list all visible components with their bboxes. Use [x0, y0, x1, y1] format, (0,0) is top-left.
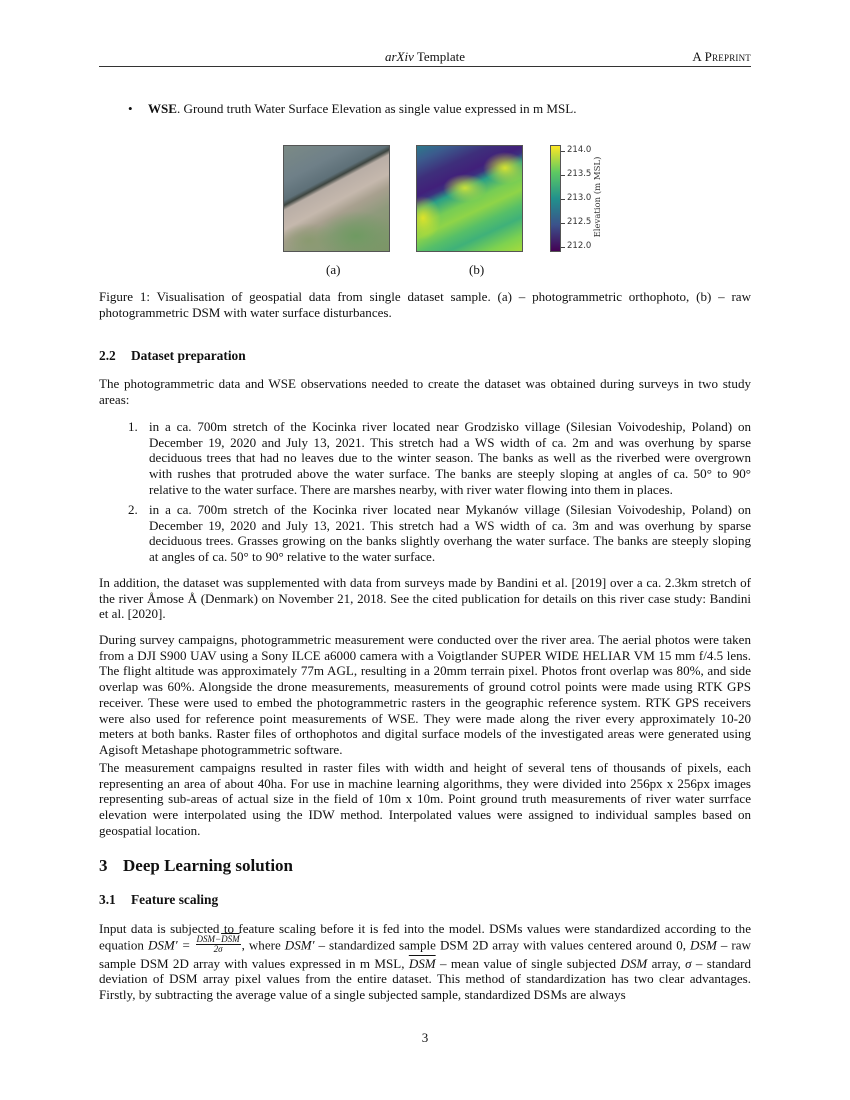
colorbar-tick	[561, 151, 565, 152]
colorbar-tick	[561, 247, 565, 248]
study-area-list-item	[128, 502, 751, 565]
bullet-marker: •	[128, 101, 133, 116]
running-header-preprint: A Preprint	[692, 49, 751, 64]
header-rule	[99, 66, 751, 67]
page-number: 3	[421, 1030, 429, 1045]
list-number: 1.	[128, 419, 138, 434]
colorbar-tick	[561, 223, 565, 224]
bullet-text: . Ground truth Water Surface Elevation as single value expressed in m MSL.	[177, 101, 577, 116]
math-symbol: $\overline{DSM}$	[408, 955, 436, 971]
equation-fraction	[196, 935, 241, 954]
section-2-2-heading	[99, 348, 246, 364]
colorbar-tick-label: 212.5	[567, 217, 592, 227]
campaigns-paragraph: The measurement campaigns resulted in raster files with width and height of several tens of thousands of pixels, each representing an area of about 40ha. For use in machine learning algorithms, they were divided into 256px x 256px images representing sub-areas of actual size in the field of 10m x 10m. Point ground truth measurements of river water surrface elevation were interpolated using the IDW method. Interpolated values were assigned to individual samples based on geospatial location.	[99, 760, 751, 838]
text-run: Input data is subjected to feature scaling before it is fed into the model. DSMs values were standardized according to the equation	[99, 921, 751, 953]
text-run: – standard deviation of DSM array pixel values from the entire dataset. This method of standardization has two clear advantages. Firstly, by subtracting the average value of a single subjected sample, standardized DSMs are always	[99, 955, 751, 1003]
math-symbol: DSM	[690, 937, 717, 953]
figure-caption: Figure 1: Visualisation of geospatial data from single dataset sample. (a) – photogrammetric orthophoto, (b) – raw photogrammetric DSM with water surface disturbances.	[99, 289, 751, 320]
orthophoto-image	[283, 145, 390, 252]
section-3-heading	[99, 856, 293, 876]
colorbar-tick-label: 212.0	[567, 241, 592, 251]
dsm-heatmap-image	[416, 145, 523, 252]
section-title: Dataset preparation	[131, 348, 246, 363]
bullet-term: WSE	[148, 101, 178, 116]
study-area-list-item	[128, 419, 751, 498]
header-arxiv: arXiv	[384, 49, 414, 64]
colorbar-tick-label: 214.0	[567, 145, 592, 155]
eq-denominator: 2σ	[213, 943, 223, 954]
math-symbol: DSM	[620, 955, 648, 971]
section-number: 2.2	[99, 348, 116, 363]
text-run: array,	[647, 955, 686, 971]
text-run: – standardized sample DSM 2D array with values centered around 0,	[314, 937, 691, 953]
eq-numerator-mean: $\overline{DSM}$	[221, 933, 240, 944]
section-title: Feature scaling	[131, 892, 219, 907]
wse-bullet	[128, 101, 576, 117]
colorbar-tick	[561, 175, 565, 176]
math-symbol: DSM′	[284, 937, 315, 953]
colorbar-tick-label: 213.0	[567, 193, 592, 203]
section-3-1-heading	[99, 892, 218, 908]
colorbar-label: Elevation (m MSL)	[593, 156, 603, 238]
addition-paragraph: In addition, the dataset was supplemented with data from surveys made by Bandini et al. [2019] over a ca. 2.3km stretch of the river Åmose Å (Denmark) on November 21, 2018. See the cited publication for details on this river case study: Bandini et al. [2020].	[99, 575, 751, 622]
section-number: 3.1	[99, 892, 116, 907]
section-number: 3	[99, 856, 108, 875]
equation-lhs: DSM′ =	[147, 937, 195, 953]
section-title: Deep Learning solution	[123, 856, 294, 875]
eq-numerator-a: DSM−	[196, 933, 222, 944]
text-run: , where	[241, 937, 285, 953]
colorbar-tick-label: 213.5	[567, 169, 592, 179]
panel-label-a: (a)	[326, 262, 341, 277]
text-run: – raw sample DSM 2D array with values expressed in m MSL,	[99, 937, 751, 971]
dataset-intro-paragraph: The photogrammetric data and WSE observations needed to create the dataset was obtained during surveys in two study areas:	[99, 376, 751, 407]
list-text: in a ca. 700m stretch of the Kocinka river located near Grodzisko village (Silesian Voivodeship, Poland) on December 19, 2020 and July 13, 2021. This stretch had a WS width of ca. 2m and was overhung by sparse deciduous trees that had no leaves due to the winter season. The banks as well as the riverbed were overgrown with rushes that protruded above the water surface. The banks are steeply sloping at angles of ca. 50° to 90° relative to the water surface. There are marshes nearby, with river water flowing into them in places.	[149, 419, 751, 497]
survey-paragraph: During survey campaigns, photogrammetric measurement were conducted over the river area. The aerial photos were taken from a DJI S900 UAV using a Sony ILCE a6000 camera with a Voigtlander SUPER WIDE HELIAR VM 15 mm f/4.5 lens. The flight altitude was approximately 77m AGL, resulting in a 20mm terrain pixel. Photos front overlap was 80%, and side overlap was 60%. Alongside the drone measurements, measurements of ground cotrol points were made using RTK GPS receiver. These were used to embed the photogrammetric rasters in the geographic reference system. RTK GPS receivers were also used for reference point measurements of WSE. They were made along the river every approximately 10-20 meters at both banks. Raster files of orthophotos and digital surface models of the investigated areas were generated using Agisoft Metashape photogrammetric software.	[99, 632, 751, 757]
text-run: – mean value of single subjected	[435, 955, 621, 971]
panel-label-b: (b)	[469, 262, 485, 277]
math-symbol: σ	[685, 955, 692, 971]
colorbar-tick	[561, 199, 565, 200]
list-number: 2.	[128, 502, 138, 517]
list-text: in a ca. 700m stretch of the Kocinka river located near Mykanów village (Silesian Voivodeship, Poland) on December 19, 2020 and July 13, 2021. This stretch had a WS width of ca. 3m and was overhung by sparse deciduous trees. Grasses growing on the banks slightly overhang the water surface. The banks are steeply sloping at angles of ca. 50° to 90° relative to the water surface.	[149, 502, 751, 565]
header-template: Template	[413, 49, 466, 64]
feature-scaling-paragraph	[99, 921, 751, 1003]
colorbar	[550, 145, 561, 252]
